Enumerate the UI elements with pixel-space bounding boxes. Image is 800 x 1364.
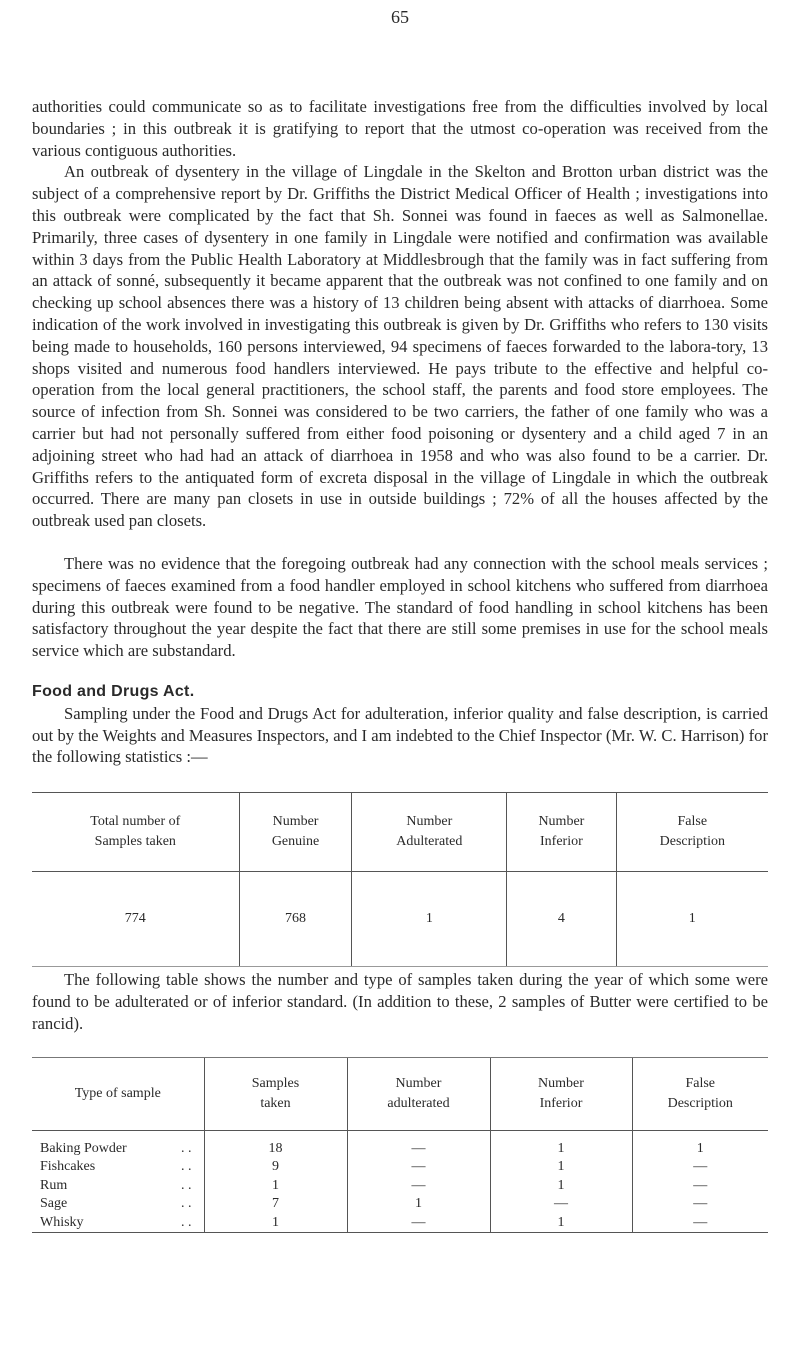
table-row [32,1195,768,1214]
sample-false-description: — [632,1195,768,1214]
sample-false-description: — [632,1214,768,1233]
sample-false-description: — [632,1177,768,1196]
sample-type: Rum . . [40,1177,192,1193]
statistics-table [32,792,768,967]
sample-inferior: 1 [490,1214,632,1233]
header-number-genuine: Number Genuine [239,793,352,872]
paragraph-sampling: Sampling under the Food and Drugs Act for adulteration, inferior quality and false description, is carried out by the Weights and Measures Inspectors, and I am indebted to the Chief Inspector (Mr. W. C. Harrison) for the following statistics :— [32,703,768,767]
samples-table [32,1057,768,1234]
header-samples-taken: Samples taken [204,1057,347,1130]
paragraph-samples-note: The following table shows the number and type of samples taken during the year of which some were found to be adulterated or of inferior standard. (In addition to these, 2 samples of Butter were certified to be rancid). [32,970,768,1033]
table-row [32,1177,768,1196]
statistics-header-row [32,793,768,872]
sample-inferior: — [490,1195,632,1214]
header-number-adulterated: Number Adulterated [352,793,507,872]
sample-type: Fishcakes . . [40,1159,192,1174]
sample-adulterated: — [347,1130,490,1158]
value-inferior: 4 [507,872,616,967]
value-adulterated: 1 [352,872,507,967]
paragraph-continuation: authorities could communicate so as to facilitate investigations free from the difficulties involved by local boundaries ; in this outbreak it is gratifying to report that the utmost co-operation was received from the various contiguous authorities. [32,97,768,160]
sample-taken: 9 [204,1158,347,1177]
sample-taken: 1 [204,1177,347,1196]
sample-adulterated: 1 [347,1195,490,1214]
statistics-value-row [32,872,768,967]
table-row [32,1214,768,1233]
header-false-description: False Description [632,1057,768,1130]
sample-inferior: 1 [490,1177,632,1196]
table-row [32,1158,768,1177]
sample-taken: 1 [204,1214,347,1233]
sample-type: Baking Powder . . [40,1140,192,1156]
sample-false-description: 1 [632,1130,768,1158]
table-row [32,1130,768,1158]
page-content [32,96,768,1233]
samples-header-row [32,1057,768,1130]
header-total-samples: Total number of Samples taken [32,793,239,872]
sample-false-description: — [632,1158,768,1177]
header-number-inferior: Number Inferior [490,1057,632,1130]
sample-inferior: 1 [490,1158,632,1177]
paragraph-school-meals: There was no evidence that the foregoing outbreak had any connection with the school meals services ; specimens of faeces examined from a food handler employed in school kitchens who suffered from diarrhoea during this outbreak were found to be negative. The standard of food handling in school kitchens has been satisfactory throughout the year despite the fact that there are still some premises in use for the school meals service which are substandard. [32,553,768,661]
sample-adulterated: — [347,1158,490,1177]
sample-adulterated: — [347,1214,490,1233]
header-number-inferior: Number Inferior [507,793,616,872]
header-number-adulterated: Number adulterated [347,1057,490,1130]
sample-adulterated: — [347,1177,490,1196]
page-number: 65 [391,7,409,27]
value-genuine: 768 [239,872,352,967]
sample-type: Whisky . . [32,1214,204,1233]
value-total-samples: 774 [32,872,239,967]
value-false-description: 1 [616,872,768,967]
sample-taken: 7 [204,1195,347,1214]
header-false-description: False Description [616,793,768,872]
header-type-of-sample: Type of sample [32,1057,204,1130]
sample-taken: 18 [204,1130,347,1158]
paragraph-dysentery-outbreak: An outbreak of dysentery in the village of Lingdale in the Skelton and Brotton urban district was the subject of a comprehensive report by Dr. Griffiths the District Medical Officer of Health ; investigations into this outbreak were complicated by the fact that Sh. Sonnei was found in faeces as well as Salmonellae. Primarily, three cases of dysentery in one family in Lingdale were notified and confirmation was available within 3 days from the Public Health Laboratory at Middlesbrough that the family was in fact suffering from an attack of sonné, subsequently it became apparent that the outbreak was not confined to one family and on checking up school absences there was a history of 13 children being absent with attacks of diarrhoea. Some indication of the work involved in investigating this outbreak is given by Dr. Griffiths who refers to 130 visits being made to households, 160 persons interviewed, 94 specimens of faeces forwarded to the labora-tory, 13 shops visited and numerous food handlers interviewed. He pays tribute to the effective and helpful co-operation from the local general practitioners, the school staff, the parents and food store employees. The source of infection from Sh. Sonnei was considered to be two carriers, the father of one family who was a carrier but had not personally suffered from either food poisoning or dysentery and a child aged 7 in an adjoining street who had had an attack of diarrhoea in 1958 and who was also found to be a carrier. Dr. Griffiths refers to the antiquated form of excreta disposal in the village of Lingdale in which the outbreak occurred. There are many pan closets in use in outside buildings ; 72% of all the houses affected by the outbreak used pan closets. [32,162,768,531]
sample-type: Sage . . [40,1196,192,1211]
sample-inferior: 1 [490,1130,632,1158]
section-heading: Food and Drugs Act. [32,682,195,700]
